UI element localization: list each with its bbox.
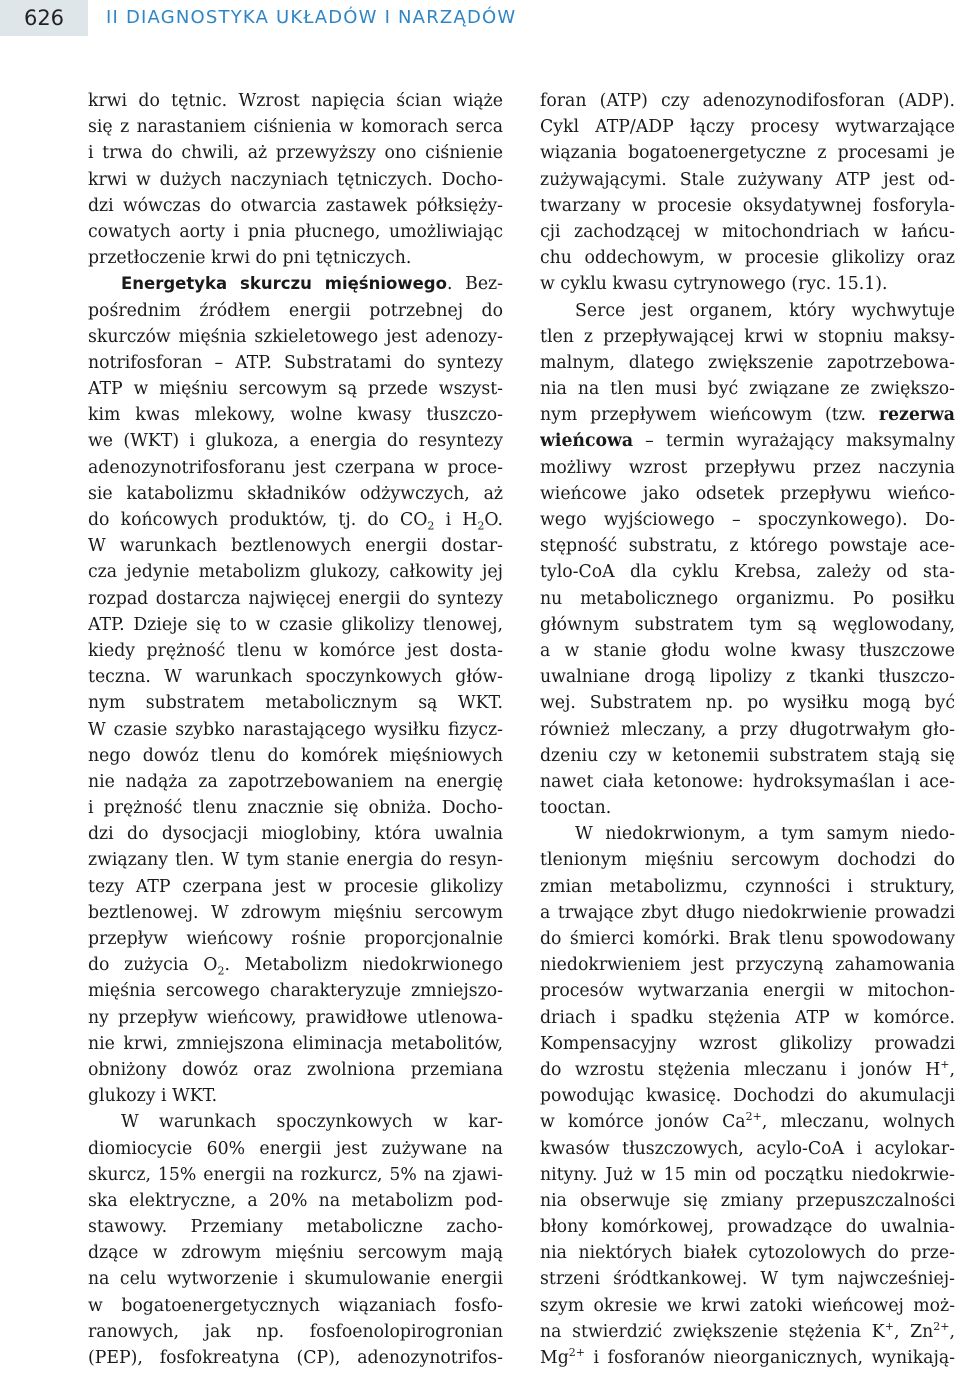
text-line: cza jedynie metabolizm glukozy, całkowity jej [88, 562, 503, 583]
text-line: mięśnia sercowego charakteryzuje zmniejszo- [88, 981, 503, 1002]
text-line: powodując kwasicę. Dochodzi do akumulacji [540, 1086, 955, 1107]
text-line: tezy ATP czerpana jest w procesie glikolizy [88, 876, 503, 897]
text-line: wieńcowe jako odsetek przepływu wieńco- [540, 483, 955, 504]
text-line: wiązania bogatoenergetyczne z procesami je [540, 143, 955, 164]
text-line: W niedokrwionym, a tym samym niedo- [575, 824, 955, 845]
text-line: W warunkach spoczynkowych w kar- [121, 1112, 503, 1133]
text-line: krwi do tętnic. Wzrost napięcia ścian wiąże [88, 91, 503, 111]
left-column [88, 88, 503, 1371]
text-line: tylo-CoA dla cyklu Krebsa, zależy od sta- [540, 562, 955, 583]
text-line: strzeni śródtkankowej. W tym najwcześniej- [540, 1269, 955, 1290]
text-line: (PEP), fosfokreatyna (CP), adenozynotrifos- [88, 1348, 503, 1368]
text-line: adenozynotrifosforanu jest czerpana w proce- [88, 457, 503, 478]
text-line: głównym substratem tym są węglowodany, [540, 614, 955, 635]
text-line: nawet ciała ketonowe: hydroksymaślan i ace- [540, 771, 955, 792]
text-line: dzące w zdrowym mięśniu sercowym mają [88, 1243, 503, 1264]
text-line: foran (ATP) czy adenozynodifosforan (ADP). [540, 91, 955, 111]
text-line: dzeniu czy w ketonemii substratem stają się [540, 745, 955, 766]
text-line: również mleczany, a przy długotrwałym gło- [540, 719, 955, 740]
text-line: przetłoczenie krwi do pni tętniczych. [88, 248, 412, 269]
text-line: wej. Substratem np. po wysiłku mogą być [540, 693, 955, 714]
text-line: twarzany w procesie oksydatywnej fosforyla- [540, 195, 955, 216]
text-line: zmian metabolizmu, czynności i struktury, [540, 876, 955, 897]
text-line: a trwające zbyt długo niedokrwienie prowadzi [540, 902, 955, 923]
text-line: nie krwi, zmniejszona eliminacja metabolitów, [88, 1033, 503, 1054]
text-line: dzi wówczas do otwarcia zastawek półksięży- [88, 195, 503, 216]
text-line: nie nadąża za zapotrzebowaniem na energię [88, 771, 503, 792]
text-line: glukozy i WKT. [88, 1086, 218, 1107]
text-line: tooctan. [540, 798, 612, 819]
running-head: II DIAGNOSTYKA UKŁADÓW I NARZĄDÓW [106, 7, 517, 28]
text-line: ska elektryczne, a 20% na metabolizm pod- [88, 1190, 503, 1211]
text-line: nego dowóz tlenu do komórek mięśniowych [88, 745, 503, 766]
text-line: diomiocycie 60% energii jest zużywane na [88, 1138, 503, 1159]
text-line: notrifosforan – ATP. Substratami do syntezy [88, 352, 503, 373]
text-line: procesów wytwarzania energii w mitochon- [540, 981, 955, 1002]
text-line: stawowy. Przemiany metaboliczne zacho- [88, 1217, 503, 1238]
text-line: szym okresie we krwi zatoki wieńcowej moż- [540, 1295, 955, 1316]
text-line: W czasie szybko narastającego wysiłku fizycz- [88, 719, 503, 740]
text-line: ranowych, jak np. fosfoenolopirogronian [88, 1321, 503, 1342]
text-line: błony komórkowej, prowadzące do uwalnia- [540, 1217, 955, 1238]
page-number: 626 [0, 0, 88, 36]
text-line: beztlenowej. W zdrowym mięśniu sercowym [88, 902, 503, 923]
right-column [540, 88, 955, 1371]
text-line: niedokrwieniem jest przyczyną zahamowania [540, 955, 955, 976]
text-line: i prężność tlenu znacznie się obniża. Docho- [88, 798, 503, 819]
text-line: Serce jest organem, który wychwytuje [575, 300, 955, 321]
paragraph [88, 88, 503, 271]
paragraph [540, 298, 955, 822]
text-line: wego wyjściowego – spoczynkowego). Do- [540, 510, 955, 530]
text-line: związany tlen. W tym stanie energia do resyn- [88, 850, 503, 871]
text-line: rozpad dostarcza najwięcej energii do syntezy [88, 588, 503, 609]
text-line: teczna. W warunkach spoczynkowych głów- [88, 667, 503, 688]
text-line: tlenionym mięśniu sercowym dochodzi do [540, 850, 955, 871]
text-line: na stwierdzić zwiększenie stężenia K+, $Zn^{2+}$, [540, 1320, 955, 1342]
text-line: nym substratem metabolicznym są WKT. [88, 693, 503, 714]
text-line: na celu wytworzenie i skumulowanie energii [88, 1269, 503, 1290]
text-line: możliwy wzrost przepływu przez naczynia [540, 457, 955, 478]
text-line: ny przepływ wieńcowy, prawidłowe utlenowa- [88, 1007, 503, 1028]
text-line: się z narastaniem ciśnienia w komorach serca [88, 117, 503, 138]
text-line: krwi w dużych naczyniach tętniczych. Docho- [88, 169, 503, 190]
text-line: nia na tlen musi być związane ze zwiększo- [540, 379, 955, 400]
section-heading: Energetyka skurczu mięśniowego [121, 274, 447, 294]
text-line: kim kwas mlekowy, wolne kwasy tłuszczo- [88, 405, 503, 426]
text-line: we (WKT) i glukoza, a energia do resyntezy [88, 431, 503, 452]
text-line: skurczów mięśnia szkieletowego jest adenozy- [88, 326, 503, 347]
text-line: driach i spadku stężenia ATP w komórce. [540, 1007, 955, 1028]
text-line: przepływ wieńcowy rośnie proporcjonalnie [88, 929, 503, 949]
paragraph [540, 821, 955, 1371]
text-line: w cyklu kwasu cytrynowego (ryc. 15.1). [540, 274, 888, 295]
text-line: nu metabolicznego organizmu. Po posiłku [540, 588, 955, 609]
text-line: do śmierci komórki. Brak tlenu spowodowany [540, 929, 955, 949]
text-line: a w stanie głodu wolne kwasy tłuszczowe [540, 640, 955, 661]
bold-term: wieńcowa [540, 431, 634, 452]
text-line: obniżony dowóz oraz zwolniona przemiana [88, 1059, 503, 1080]
text-line: sie katabolizmu składników odżywczych, aż [88, 483, 503, 504]
text-line: $Mg^{2+}$ i fosforanów nieorganicznych, wynikają- [540, 1346, 955, 1368]
text-line: pośrednim źródłem energii potrzebnej do [88, 300, 503, 321]
text-line: uwalniane drogą lipolizy z tkanki tłuszczo- [540, 667, 955, 688]
text-line: nityny. Już w 15 min od początku niedokrwie- [540, 1164, 955, 1185]
text-line: kwasów tłuszczowych, acylo-CoA i acylokar- [540, 1138, 955, 1159]
text-line: wieńcowa – termin wyrażający maksymalny [540, 431, 955, 452]
text-line: zużywającymi. Stale zużywany ATP jest od- [540, 169, 955, 190]
text-line: do wzrostu stężenia mleczanu i jonów H+, [540, 1058, 955, 1080]
text-line: kiedy prężność tlenu w komórce jest dosta- [88, 640, 503, 661]
text-line: malnym, dlatego zwiększenie zapotrzebowa- [540, 352, 955, 373]
text-line: cji zachodzącej w mitochondriach w łańcu- [540, 221, 955, 242]
text-line: w bogatoenergetycznych wiązaniach fosfo- [88, 1295, 503, 1316]
text-line: tlen z przepływającej krwi w stopniu maksy- [540, 326, 955, 347]
text-line: stępność substratu, z którego powstaje ace- [540, 536, 955, 557]
text-line: ATP. Dzieje się to w czasie glikolizy tlenowej, [88, 614, 503, 635]
text-line: w komórce jonów $Ca^{2+}$, mleczanu, wolnych [540, 1110, 955, 1133]
text-line: Energetyka skurczu mięśniowego. Bez- [121, 274, 503, 295]
paragraph [88, 1109, 503, 1371]
paragraph [88, 271, 503, 1109]
text-line: chu oddechowym, w procesie glikolizy oraz [540, 248, 955, 269]
bold-term: rezerwa [878, 405, 955, 426]
text-line: nia niektórych białek cytozolowych do prze- [540, 1243, 955, 1264]
text-line: nia obserwuje się zmiany przepuszczalności [540, 1190, 955, 1211]
text-line: do zużycia $O_2$. Metabolizm niedokrwionego [88, 955, 503, 978]
page-header [0, 0, 960, 36]
text-line: dzi do dysocjacji mioglobiny, która uwalnia [88, 824, 503, 845]
text-line: nym przepływem wieńcowym (tzw. rezerwa [540, 405, 955, 426]
paragraph [540, 88, 955, 298]
text-line: do końcowych produktów, tj. do $CO_2$ i $H_2O$. [88, 510, 503, 533]
text-line: W warunkach beztlenowych energii dostar- [88, 536, 503, 557]
text-line: cowatych aorty i pnia płucnego, umożliwiając [88, 221, 503, 242]
text-line: Cykl ATP/ADP łączy procesy wytwarzające [540, 117, 955, 138]
text-line: skurcz, 15% energii na rozkurcz, 5% na zjawi- [88, 1164, 503, 1185]
text-line: i trwa do chwili, aż przewyższy ono ciśnienie [88, 143, 503, 164]
text-line: Kompensacyjny wzrost glikolizy prowadzi [540, 1033, 955, 1054]
text-line: ATP w mięśniu sercowym są przede wszyst- [88, 379, 503, 400]
